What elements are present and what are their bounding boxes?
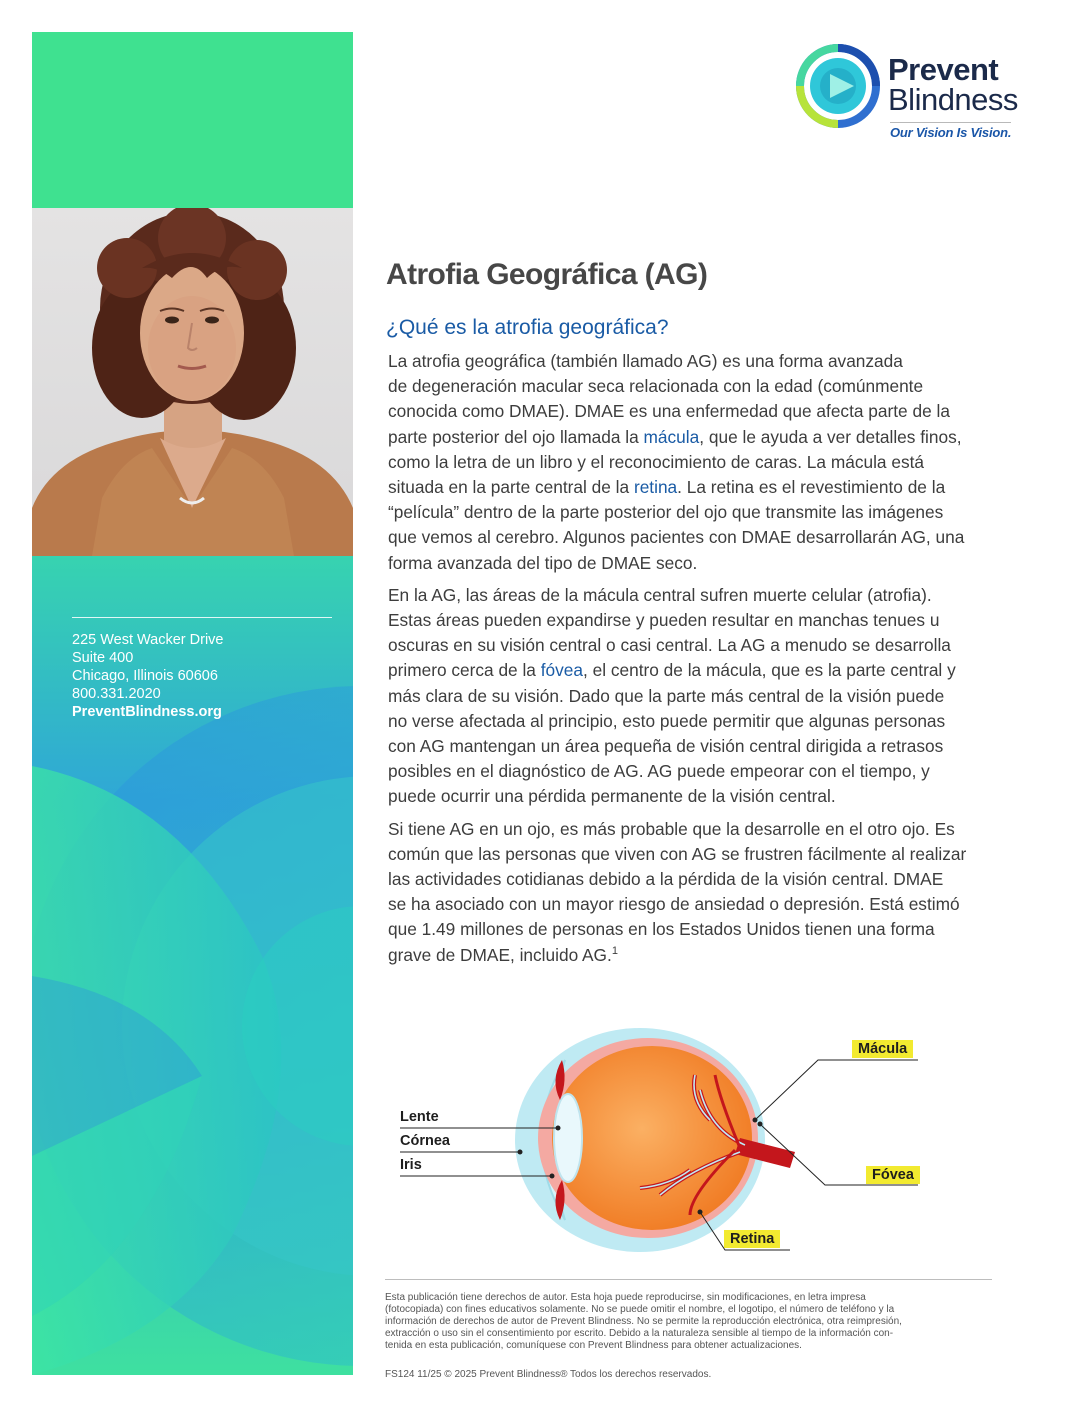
website-link[interactable]: PreventBlindness.org — [72, 704, 222, 720]
legal-line: (fotocopiada) con fines educativos solamente. No se puede omitir el nombre, el logotipo, el número de teléfono y la — [385, 1304, 895, 1315]
logo-brand-line2: Blindness — [888, 82, 1018, 117]
page-title: Atrofia Geográfica (AG) — [386, 258, 708, 291]
lente-label: Lente — [400, 1109, 439, 1125]
retina-link[interactable]: retina — [633, 477, 678, 498]
article-body — [388, 349, 1056, 975]
text-line: común que las personas que viven con AG se frustren fácilmente al realizar — [388, 843, 967, 864]
logo-brand-line1: Prevent — [888, 52, 999, 87]
text-line: posibles en el diagnóstico de AG. AG puede empeorar con el tiempo, y — [388, 761, 930, 782]
sidebar-graphic-band — [32, 556, 353, 1375]
logo-tagline: Our Vision Is Vision. — [890, 122, 1011, 140]
iris-label: Iris — [400, 1157, 422, 1173]
address-phone: 800.331.2020 — [72, 686, 161, 702]
address-street: 225 West Wacker Drive — [72, 632, 224, 648]
logo-eye-icon — [796, 44, 886, 134]
retina-tag: Retina — [724, 1230, 780, 1248]
text-segment: , el centro de la mácula, que es la parte central y — [583, 660, 956, 681]
text-line: las actividades cotidianas debido a la pérdida de la visión central. DMAE — [388, 869, 944, 890]
copyright-line: FS124 11/25 © 2025 Prevent Blindness® Todos los derechos reservados. — [385, 1369, 712, 1380]
paragraph-3 — [388, 817, 1056, 968]
text-line: que vemos al cerebro. Algunos pacientes con DMAE desarrollarán AG, una — [388, 527, 965, 548]
legal-line: extracción o uso sin el consentimiento por escrito. Debido a la naturaleza sensible al tiempo de la información con- — [385, 1328, 894, 1339]
text-line: puede ocurrir una pérdida permanente de la visión central. — [388, 786, 836, 807]
text-line: más clara de su visión. Dado que la parte más central de la visión puede — [388, 685, 945, 706]
text-line — [388, 658, 1056, 683]
text-line: En la AG, las áreas de la mácula central sufren muerte celular (atrofia). — [388, 584, 932, 605]
text-line: con AG mantengan un área pequeña de visión central dirigida a retrasos — [388, 736, 944, 757]
text-line: Estas áreas pueden expandirse y pueden resultar en manchas tenues u — [388, 610, 940, 631]
text-line: oscuras en su visión central o casi central. La AG a menudo se desarrolla — [388, 635, 951, 656]
text-line: como la letra de un libro y el reconocimiento de caras. La mácula está — [388, 451, 924, 472]
text-line: no verse afectada al principio, esto puede permitir que algunas personas — [388, 710, 946, 731]
text-line: de degeneración macular seca relacionada con la edad (comúnmente — [388, 376, 924, 397]
text-line — [388, 475, 1056, 500]
text-line: La atrofia geográfica (también llamado AG) es una forma avanzada — [388, 351, 903, 371]
portrait-photo — [32, 208, 353, 556]
legal-line: tenida en esta publicación, comuníquese con Prevent Blindness para obtener actualizaciones. — [385, 1340, 802, 1351]
footer-divider — [385, 1279, 992, 1280]
text-line: conocida como DMAE). DMAE es una enfermedad que afecta parte de la — [388, 401, 950, 422]
address-suite: Suite 400 — [72, 650, 134, 666]
sidebar-green-band — [32, 32, 353, 208]
footnote-marker: 1 — [611, 944, 618, 957]
text-line: se ha asociado con un mayor riesgo de ansiedad o depresión. Está estimó — [388, 894, 960, 915]
section-subtitle: ¿Qué es la atrofia geográfica? — [386, 316, 669, 339]
text-line: Si tiene AG en un ojo, es más probable que la desarrolle en el otro ojo. Es — [388, 818, 955, 839]
text-segment: parte posterior del ojo llamada la — [388, 426, 644, 447]
macula-link[interactable]: mácula — [643, 426, 700, 447]
fovea-link[interactable]: fóvea — [540, 660, 583, 681]
prevent-blindness-logo — [796, 44, 1036, 140]
legal-line: Esta publicación tiene derechos de autor. Esta hoja puede reproducirse, sin modificaciones, en letra impresa — [385, 1292, 866, 1303]
text-segment: primero cerca de la — [388, 660, 541, 681]
sidebar — [32, 32, 353, 1375]
text-segment: grave de DMAE, incluido AG. — [388, 944, 612, 965]
cornea-label: Córnea — [400, 1133, 450, 1149]
text-segment: . La retina es el revestimiento de la — [677, 477, 946, 498]
text-line: que 1.49 millones de personas en los Estados Unidos tienen una forma — [388, 919, 935, 940]
address-city: Chicago, Illinois 60606 — [72, 668, 218, 684]
address-block — [72, 617, 332, 721]
text-segment: , que le ayuda a ver detalles finos, — [699, 426, 962, 447]
text-line — [388, 425, 1056, 450]
text-segment: situada en la parte central de la — [388, 477, 634, 498]
macula-tag: Mácula — [852, 1040, 913, 1058]
paragraph-1 — [388, 349, 1056, 576]
legal-notice — [385, 1292, 1005, 1352]
paragraph-2 — [388, 583, 1056, 810]
text-line — [388, 943, 1056, 968]
text-line: forma avanzada del tipo de DMAE seco. — [388, 552, 698, 573]
text-line: “película” dentro de la parte posterior del ojo que transmite las imágenes — [388, 502, 944, 523]
fovea-tag: Fóvea — [866, 1166, 920, 1184]
legal-line: información de derechos de autor de Prevent Blindness. No se permite la reproducción electrónica, otra reimpresión, — [385, 1316, 902, 1327]
eye-anatomy-diagram — [390, 1020, 1030, 1260]
